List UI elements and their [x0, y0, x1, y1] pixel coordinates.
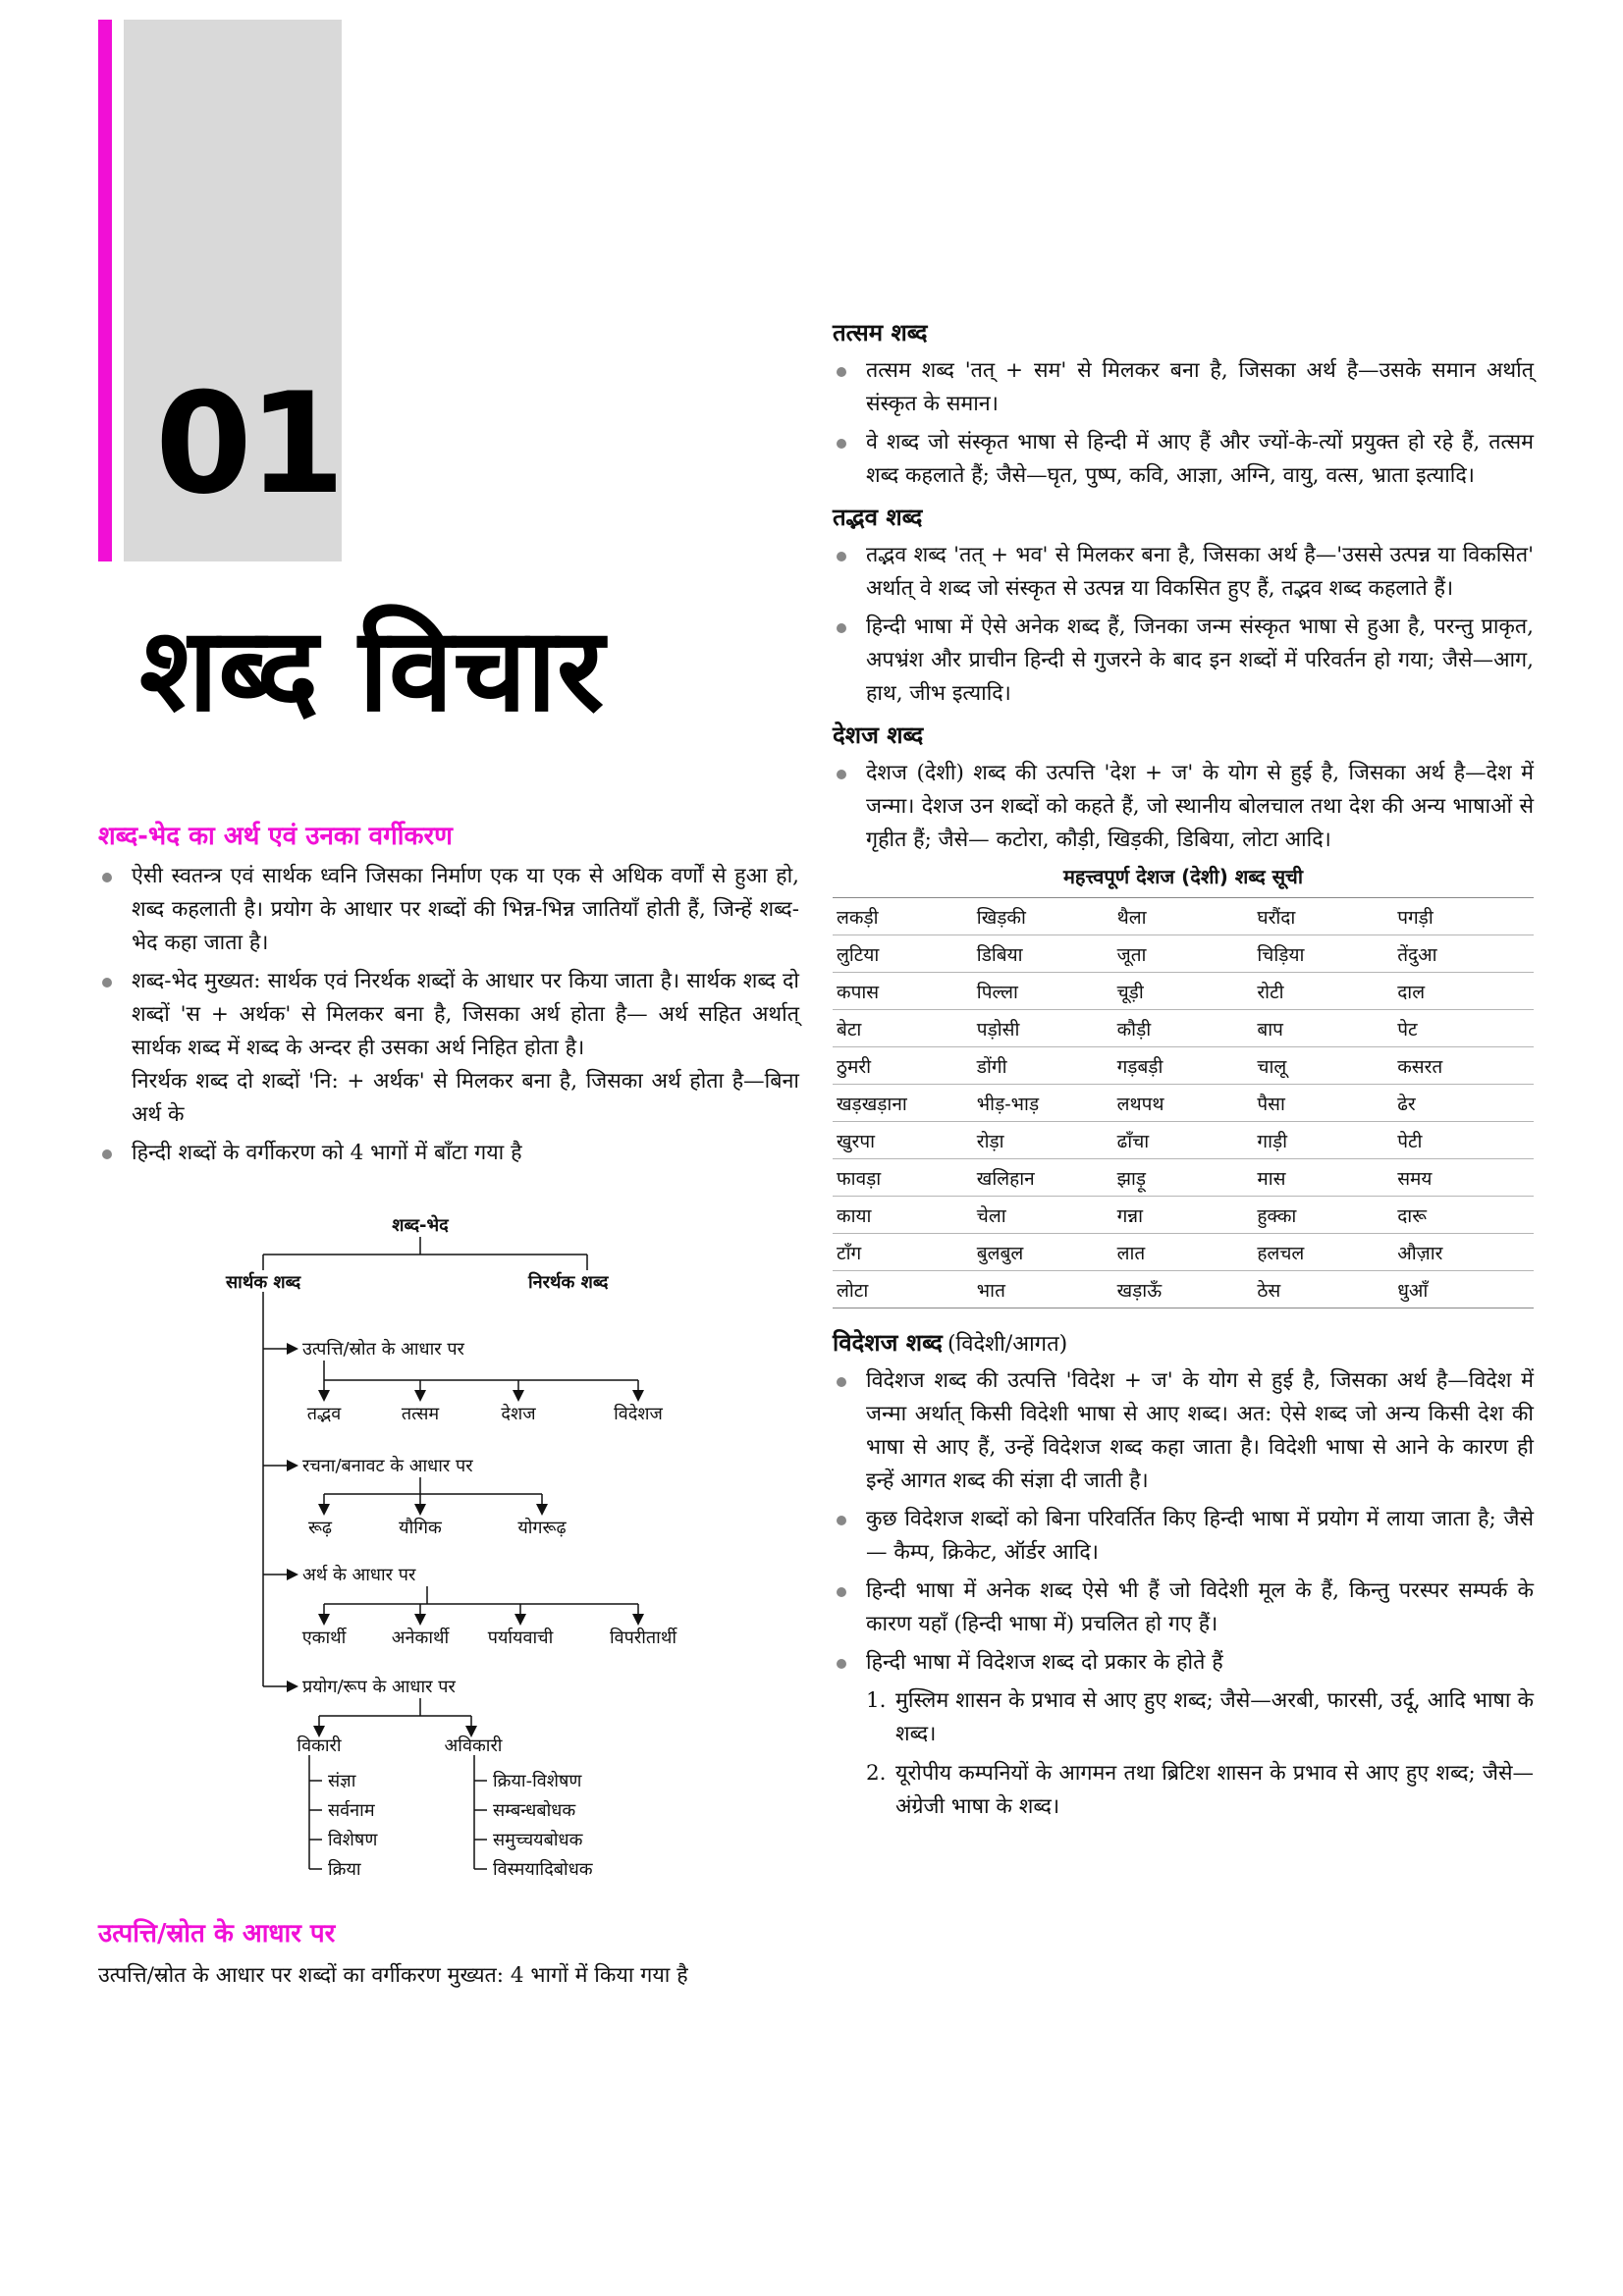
tree-leaf: समुच्चयबोधक: [493, 1830, 583, 1850]
tree-leaf: विपरीतार्थी: [609, 1628, 677, 1648]
tree-basis-4: प्रयोग/रूप के आधार पर: [302, 1677, 456, 1697]
deshaj-bullets: [833, 757, 1534, 857]
table-cell: लथपथ: [1113, 1085, 1254, 1122]
bullet-extra: निरर्थक शब्द दो शब्दों 'नि: + अर्थक' से मिलकर बना है, जिसका अर्थ होता है—बिना अर्थ के: [132, 1069, 799, 1127]
bullet-icon: [102, 978, 112, 988]
table-cell: कसरत: [1393, 1047, 1534, 1085]
section-heading-tadbhav: तद्भव शब्द: [833, 504, 923, 531]
table-cell: लकड़ी: [833, 898, 973, 935]
table-cell: झाड़ू: [1113, 1159, 1254, 1197]
tree-left-child: सार्थक शब्द: [226, 1272, 301, 1293]
table-cell: चूड़ी: [1113, 973, 1254, 1010]
table-row: [833, 1047, 1534, 1085]
chapter-number: 01: [155, 363, 342, 525]
left-section-1: [98, 817, 799, 1175]
bullet-icon: [837, 439, 846, 449]
list-item: शब्द-भेद मुख्यत: सार्थक एवं निरर्थक शब्दों के आधार पर किया जाता है। सार्थक शब्द दो शब्दों 'स + अर्थक' से मिलकर बना है, जिसका अर्थ होता है— अर्थ सहित अर्थात् सार्थक शब्द में शब्द के अन्दर ही उसका अर्थ निहित होता है। निरर्थक शब्द दो शब्दों 'नि: + अर्थक' से मिलकर बना है, जिसका अर्थ होता है—बिना अर्थ के: [98, 965, 799, 1132]
table-cell: गड़बड़ी: [1113, 1047, 1254, 1085]
videshaj-numbered: [833, 1684, 1534, 1824]
bullet-icon: [837, 367, 846, 377]
table-cell: पेटी: [1393, 1122, 1534, 1159]
videshaj-bullets: [833, 1364, 1534, 1680]
chapter-accent-bar: [98, 20, 112, 561]
tree-leaf: योगरूढ़: [517, 1518, 567, 1538]
table-cell: लात: [1113, 1234, 1254, 1271]
tree-root: शब्द-भेद: [392, 1215, 449, 1236]
table-cell: बेटा: [833, 1010, 973, 1047]
table-cell: खुरपा: [833, 1122, 973, 1159]
table-cell: हुक्का: [1253, 1197, 1393, 1234]
table-cell: टाँग: [833, 1234, 973, 1271]
numbered-item: 2. यूरोपीय कम्पनियों के आगमन तथा ब्रिटिश शासन के प्रभाव से आए हुए शब्द; जैसे—अंग्रेजी भाषा के शब्द।: [833, 1757, 1534, 1824]
table-cell: बाप: [1253, 1010, 1393, 1047]
list-item: हिन्दी भाषा में अनेक शब्द ऐसे भी हैं जो विदेशी मूल के हैं, किन्तु परस्पर सम्पर्क के कारण यहाँ (हिन्दी भाषा में) प्रचलित हो गए हैं।: [833, 1575, 1534, 1641]
tatsam-bullets: [833, 354, 1534, 493]
table-cell: ढाँचा: [1113, 1122, 1254, 1159]
tree-leaf: विशेषण: [328, 1830, 378, 1850]
section-heading-videshaj: [833, 1326, 1534, 1359]
section-heading: उत्पत्ति/स्रोत के आधार पर: [98, 1919, 336, 1949]
tree-leaf: विदेशज: [614, 1404, 663, 1424]
table-cell: जूता: [1113, 935, 1254, 973]
tree-leaf: यौगिक: [399, 1518, 442, 1538]
heading-main: विदेशज शब्द: [833, 1329, 943, 1357]
bullet-icon: [837, 770, 846, 779]
tree-leaf: अनेकार्थी: [391, 1628, 450, 1648]
tree-leaf: संज्ञा: [328, 1771, 356, 1791]
section-bullets: [98, 860, 799, 1170]
table-cell: भात: [973, 1271, 1113, 1308]
list-item: हिन्दी भाषा में विदेशज शब्द दो प्रकार के होते हैं: [833, 1646, 1534, 1680]
bullet-icon: [102, 873, 112, 882]
tree-right-child: निरर्थक शब्द: [528, 1272, 609, 1293]
list-item: कुछ विदेशज शब्दों को बिना परिवर्तित किए हिन्दी भाषा में प्रयोग में लाया जाता है; जैसे— कैम्प, क्रिकेट, ऑर्डर आदि।: [833, 1503, 1534, 1570]
table-row: [833, 935, 1534, 973]
tree-leaf: रूढ़: [307, 1518, 333, 1538]
section-heading-deshaj: देशज शब्द: [833, 721, 924, 749]
classification-tree: [196, 1209, 707, 1896]
tree-leaf: विस्मयादिबोधक: [493, 1859, 593, 1880]
table-cell: खिड़की: [973, 898, 1113, 935]
bullet-icon: [837, 1377, 846, 1387]
tree-leaf: तद्भव: [306, 1404, 342, 1424]
table-cell: गाड़ी: [1253, 1122, 1393, 1159]
tree-leaf: क्रिया-विशेषण: [493, 1771, 582, 1791]
table-cell: डिबिया: [973, 935, 1113, 973]
bullet-icon: [837, 552, 846, 561]
table-cell: ठेस: [1253, 1271, 1393, 1308]
table-cell: कौड़ी: [1113, 1010, 1254, 1047]
table-cell: घरौंदा: [1253, 898, 1393, 935]
list-item: हिन्दी भाषा में ऐसे अनेक शब्द हैं, जिनका जन्म संस्कृत भाषा से हुआ है, परन्तु प्राकृत, अपभ्रंश और प्राचीन हिन्दी से गुजरने के बाद इन शब्दों में परिवर्तन हो गया; जैसे—आग, हाथ, जीभ इत्यादि।: [833, 611, 1534, 711]
table-cell: पड़ोसी: [973, 1010, 1113, 1047]
table-cell: भीड़-भाड़: [973, 1085, 1113, 1122]
table-cell: चालू: [1253, 1047, 1393, 1085]
section-heading: शब्द-भेद का अर्थ एवं उनका वर्गीकरण: [98, 822, 453, 851]
table-cell: पेट: [1393, 1010, 1534, 1047]
tree-leaf: सम्बन्धबोधक: [493, 1800, 576, 1821]
table-cell: लुटिया: [833, 935, 973, 973]
table-cell: धुआँ: [1393, 1271, 1534, 1308]
table-cell: ठुमरी: [833, 1047, 973, 1085]
table-cell: चिड़िया: [1253, 935, 1393, 973]
tree-basis-3: अर्थ के आधार पर: [302, 1565, 416, 1585]
table-cell: खड़ाऊँ: [1113, 1271, 1254, 1308]
table-cell: फावड़ा: [833, 1159, 973, 1197]
table-cell: रोड़ा: [973, 1122, 1113, 1159]
table-cell: रोटी: [1253, 973, 1393, 1010]
list-item: हिन्दी शब्दों के वर्गीकरण को 4 भागों में बाँटा गया है: [98, 1137, 799, 1170]
table-cell: तेंदुआ: [1393, 935, 1534, 973]
table-cell: हलचल: [1253, 1234, 1393, 1271]
bullet-icon: [837, 623, 846, 633]
list-item: तत्सम शब्द 'तत् + सम' से मिलकर बना है, जिसका अर्थ है—उसके समान अर्थात् संस्कृत के समान।: [833, 354, 1534, 421]
tree-leaf: तत्सम: [401, 1404, 440, 1424]
table-cell: पिल्ला: [973, 973, 1113, 1010]
table-title: महत्त्वपूर्ण देशज (देशी) शब्द सूची: [1062, 865, 1304, 888]
section-text: उत्पत्ति/स्रोत के आधार पर शब्दों का वर्गीकरण मुख्यत: 4 भागों में किया गया है: [98, 1963, 688, 1988]
bullet-icon: [102, 1149, 112, 1159]
table-row: [833, 1122, 1534, 1159]
bullet-icon: [837, 1587, 846, 1597]
table-cell: औज़ार: [1393, 1234, 1534, 1271]
table-cell: बुलबुल: [973, 1234, 1113, 1271]
item-number: 1.: [866, 1688, 887, 1713]
table-cell: दारू: [1393, 1197, 1534, 1234]
tree-basis-2: रचना/बनावट के आधार पर: [302, 1456, 473, 1476]
right-column: [833, 316, 1534, 1830]
table-row: [833, 1010, 1534, 1047]
table-cell: चेला: [973, 1197, 1113, 1234]
table-cell: कपास: [833, 973, 973, 1010]
list-item: वे शब्द जो संस्कृत भाषा से हिन्दी में आए हैं और ज्यों-के-त्यों प्रयुक्त हो रहे हैं, तत्सम शब्द कहलाते हैं; जैसे—घृत, पुष्प, कवि, आज्ञा, अग्नि, वायु, वत्स, भ्राता इत्यादि।: [833, 426, 1534, 493]
deshaj-word-table: [833, 897, 1534, 1308]
table-cell: पगड़ी: [1393, 898, 1534, 935]
list-item: ऐसी स्वतन्त्र एवं सार्थक ध्वनि जिसका निर्माण एक या एक से अधिक वर्णों से हुआ हो, शब्द कहलाती है। प्रयोग के आधार पर शब्दों की भिन्न-भिन्न जातियाँ होती हैं, जिन्हें शब्द-भेद कहा जाता है।: [98, 860, 799, 960]
table-row: [833, 1085, 1534, 1122]
tree-leaf: देशज: [501, 1404, 536, 1424]
table-row: [833, 1271, 1534, 1308]
table-cell: थैला: [1113, 898, 1254, 935]
tree-leaf: सर्वनाम: [328, 1800, 375, 1821]
tree-leaf: पर्यायवाची: [487, 1628, 554, 1648]
table-cell: डोंगी: [973, 1047, 1113, 1085]
left-section-2: [98, 1914, 799, 1993]
heading-suffix: (विदेशी/आगत): [947, 1332, 1068, 1357]
table-row: [833, 898, 1534, 935]
item-number: 2.: [866, 1761, 887, 1786]
list-item: तद्भव शब्द 'तत् + भव' से मिलकर बना है, जिसका अर्थ है—'उससे उत्पन्न या विकसित' अर्थात् वे शब्द जो संस्कृत से उत्पन्न या विकसित हुए हैं, तद्भव शब्द कहलाते हैं।: [833, 539, 1534, 606]
table-row: [833, 1234, 1534, 1271]
table-cell: दाल: [1393, 973, 1534, 1010]
table-cell: ढेर: [1393, 1085, 1534, 1122]
tree-avikari: अविकारी: [444, 1735, 503, 1756]
numbered-item: 1. मुस्लिम शासन के प्रभाव से आए हुए शब्द; जैसे—अरबी, फारसी, उर्दू, आदि भाषा के शब्द।: [833, 1684, 1534, 1751]
table-cell: पैसा: [1253, 1085, 1393, 1122]
tree-vikari: विकारी: [297, 1735, 342, 1756]
table-cell: समय: [1393, 1159, 1534, 1197]
table-row: [833, 973, 1534, 1010]
list-item: विदेशज शब्द की उत्पत्ति 'विदेश + ज' के योग से हुई है, जिसका अर्थ है—विदेश में जन्मा अर्थात् किसी विदेशी भाषा से आए शब्द। अत: ऐसे शब्द जो अन्य किसी देश की भाषा से आए हैं, उन्हें विदेशज शब्द कहा जाता है। विदेशी भाषा से आने के कारण ही इन्हें आगत शब्द की संज्ञा दी जाती है।: [833, 1364, 1534, 1498]
section-heading-tatsam: तत्सम शब्द: [833, 319, 928, 347]
tadbhav-bullets: [833, 539, 1534, 711]
table-cell: खलिहान: [973, 1159, 1113, 1197]
bullet-icon: [837, 1659, 846, 1669]
table-cell: मास: [1253, 1159, 1393, 1197]
table-cell: खड़खड़ाना: [833, 1085, 973, 1122]
list-item: देशज (देशी) शब्द की उत्पत्ति 'देश + ज' के योग से हुई है, जिसका अर्थ है—देश में जन्मा। देशज उन शब्दों को कहते हैं, जो स्थानीय बोलचाल तथा देश की अन्य भाषाओं से गृहीत हैं; जैसे— कटोरा, कौड़ी, खिड़की, डिबिया, लोटा आदि।: [833, 757, 1534, 857]
table-cell: लोटा: [833, 1271, 973, 1308]
table-row: [833, 1197, 1534, 1234]
table-row: [833, 1159, 1534, 1197]
table-cell: काया: [833, 1197, 973, 1234]
table-cell: गन्ना: [1113, 1197, 1254, 1234]
tree-leaf: क्रिया: [328, 1859, 361, 1880]
bullet-icon: [837, 1516, 846, 1525]
tree-leaf: एकार्थी: [301, 1628, 347, 1648]
tree-basis-1: उत्पत्ति/स्रोत के आधार पर: [302, 1339, 464, 1360]
chapter-title: शब्द विचार: [139, 602, 605, 737]
